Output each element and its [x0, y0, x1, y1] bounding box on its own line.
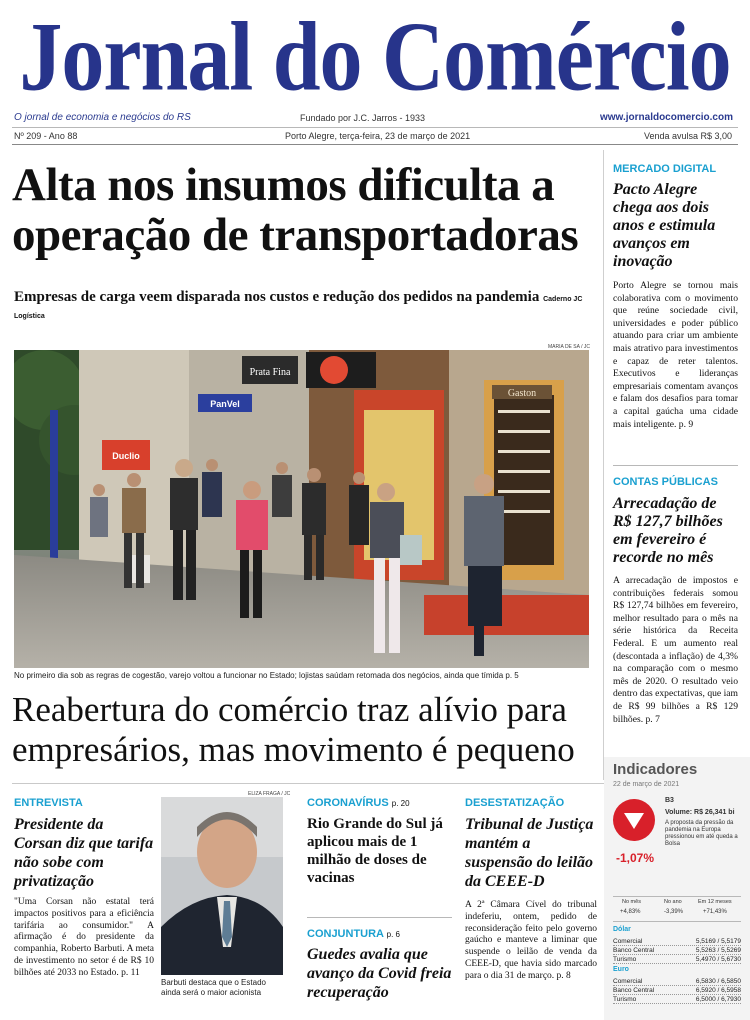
ceee-headline[interactable]: Tribunal de Justiça mantém a suspensão do leilão da CEEE-D	[465, 816, 594, 890]
section-mercado-digital: MERCADO DIGITAL	[613, 163, 717, 175]
right-text-2: A arrecadação de impostos e contribuições federais somou R$ 127,74 bilhões em fevereiro, melhor resultado para o mês na série histórica da Receita Federal. E um aumento real (descontada a inflação) de 4,3% na comparação com o mesmo mês de 2020. O resultado veio dentro das expectativas, que iam de R$ 99 bilhões a R$ 129 bilhões. p. 7	[613, 575, 738, 725]
corsan-text: "Uma Corsan não estatal terá impactos positivos para a eficiência tarifária ao consumidor." A afirmação é do presidente da companhia, Roberto Barbuti. A meta de investimento no setor é de R$ 10 bilhões até 2033 no Estado. p. 11	[14, 897, 154, 978]
euro-row	[613, 995, 741, 1004]
masthead-title: Jornal do Comércio	[19, 0, 731, 112]
val-mes: +4,83%	[620, 909, 641, 915]
b3-down-icon	[613, 799, 655, 841]
section-conjuntura	[307, 928, 400, 940]
b3-change: -1,07%	[616, 851, 655, 865]
dolar-name: Banco Central	[613, 947, 655, 954]
price: Venda avulsa R$ 3,00	[644, 131, 733, 141]
euro-value: 6,5920 / 6,5958	[695, 987, 741, 994]
second-headline[interactable]: Reabertura do comércio traz alívio para empresários, mas movimento é pequeno	[12, 690, 575, 769]
euro-label: Euro	[613, 966, 629, 973]
dolar-row	[613, 955, 741, 964]
indicators-title: Indicadores	[613, 761, 698, 778]
euro-name: Turismo	[613, 996, 637, 1003]
conjuntura-label: CONJUNTURA	[307, 928, 384, 940]
dolar-name: Comercial	[613, 938, 643, 945]
section-entrevista: ENTREVISTA	[14, 797, 83, 809]
photo-caption: No primeiro dia sob as regras de cogestão, varejo voltou a funcionar no Estado; lojistas saúdam retomada dos negócios, ainda que tímida p. 5	[14, 671, 519, 680]
col-12m: Em 12 meses	[698, 899, 732, 905]
euro-name: Comercial	[613, 978, 643, 985]
street-scene-illustration	[14, 350, 589, 668]
guedes-headline[interactable]: Guedes avalia que avanço da Covid freia recuperação	[307, 946, 452, 1001]
euro-row	[613, 977, 741, 986]
founded: Fundado por J.C. Jarros - 1933	[300, 113, 426, 123]
lead-subhead	[14, 289, 604, 323]
dolar-row	[613, 946, 741, 955]
website-link[interactable]: www.jornaldocomercio.com	[600, 112, 733, 123]
val-ano: -3,39%	[664, 909, 684, 915]
b3-label: B3	[665, 797, 674, 804]
corsan-headline[interactable]: Presidente da Corsan diz que tarifa não sobe com privatização	[14, 816, 154, 890]
sign-duclio: Duclio	[112, 451, 140, 461]
coronavirus-label: CORONAVÍRUS	[307, 797, 389, 809]
issue-number: Nº 209 - Ano 88	[14, 131, 78, 141]
sign-gaston: Gaston	[507, 388, 537, 399]
b3-note: A proposta da pressão da pandemia na Europa pressionou em até queda a Bolsa	[665, 820, 738, 847]
dateline: Porto Alegre, terça-feira, 23 de março de 2021	[285, 131, 471, 141]
portrait-illustration	[161, 797, 283, 975]
val-12m: +71,43%	[703, 909, 727, 915]
corsan-photo-credit: ELIZA FRAGA / JC	[248, 791, 291, 797]
euro-row	[613, 986, 741, 995]
dolar-value: 5,5263 / 5,5269	[695, 947, 741, 954]
col-mes: No mês	[622, 899, 641, 905]
right-headline-2[interactable]: Arrecadação de R$ 127,7 bilhões em fevereiro é recorde no mês	[613, 495, 723, 566]
section-desestatizacao: DESESTATIZAÇÃO	[465, 797, 565, 809]
ceee-text: A 2ª Câmara Cível do tribunal indeferiu, ontem, pedido de reconsideração feito pelo governo gaúcho e manteve a liminar que suspende o leilão de venda da CEEE-D, que havia sido marcado para o dia 31 de março. p. 8	[465, 900, 597, 981]
right-headline-1[interactable]: Pacto Alegre chega aos dois anos e estimula avanços em inovação	[613, 181, 716, 270]
conjuntura-page: p. 6	[386, 930, 400, 939]
euro-table	[613, 977, 741, 1004]
tagline: O jornal de economia e negócios do RS	[14, 112, 191, 123]
dolar-name: Turismo	[613, 956, 637, 963]
dolar-label: Dólar	[613, 926, 631, 933]
coronavirus-page: p. 20	[391, 799, 410, 808]
photo-credit: MARIA DE SA / JC	[548, 344, 590, 350]
dolar-value: 5,4970 / 5,6730	[695, 956, 741, 963]
lead-headline[interactable]: Alta nos insumos dificulta a operação de transportadoras	[12, 159, 579, 261]
barbuti-caption: Barbuti destaca que o Estado ainda será o maior acionista	[161, 978, 266, 997]
b3-volume: Volume: R$ 26,341 bi	[665, 809, 735, 816]
sign-panvel: PanVel	[210, 399, 240, 409]
dolar-table	[613, 937, 741, 964]
sign-prata-fina: Prata Fina	[249, 367, 291, 378]
barbuti-photo	[161, 797, 283, 975]
street-photo	[14, 350, 589, 668]
dolar-value: 5,5169 / 5,5179	[695, 938, 741, 945]
col-ano: No ano	[664, 899, 682, 905]
section-coronavirus	[307, 797, 410, 809]
euro-value: 6,5830 / 6,5850	[695, 978, 741, 985]
lead-subhead-text: Empresas de carga veem disparada nos custos e redução dos pedidos na pandemia	[14, 289, 540, 305]
section-ref: Caderno JC Logística	[14, 296, 583, 320]
section-contas-publicas: CONTAS PÚBLICAS	[613, 476, 718, 488]
euro-name: Banco Central	[613, 987, 655, 994]
right-text-1: Porto Alegre se tornou mais colaborativa com o movimento que reúne sociedade civil, universidades e poder público atuando para criar um ambiente mais atrativo para investimentos e capaz de reter talentos. Executivos e lideranças empresariais comentam avanços e falam dos desafios para tomar a capital gaúcha uma cidade mais inteligente. p. 9	[613, 280, 738, 430]
dolar-row	[613, 937, 741, 946]
euro-value: 6,5000 / 6,7930	[695, 996, 741, 1003]
vacinas-headline[interactable]: Rio Grande do Sul já aplicou mais de 1 milhão de doses de vacinas	[307, 816, 443, 886]
indicators-date: 22 de março de 2021	[613, 781, 680, 788]
